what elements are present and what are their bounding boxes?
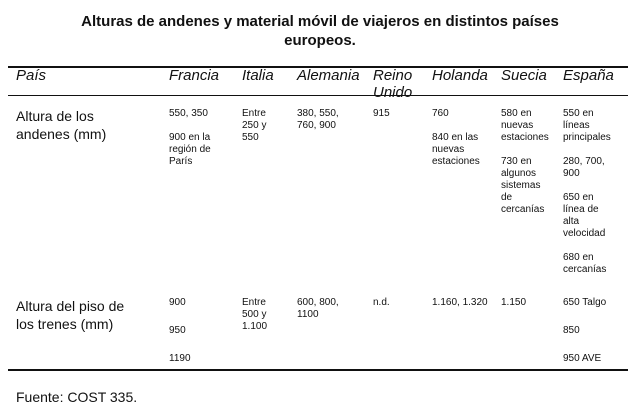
cell-line: 550 (242, 132, 259, 143)
cell-piso-suecia (501, 297, 526, 309)
cell-line: Entre (242, 108, 266, 119)
cell-line: estaciones (432, 156, 480, 167)
cell-line: 1.100 (242, 321, 268, 332)
cell-line: 380, 550, (297, 108, 339, 119)
cell-line: principales (563, 132, 611, 143)
cell-line: 900 (563, 168, 580, 179)
cell-line: 550, 350 (169, 108, 208, 119)
cell-line: 580 en (501, 108, 532, 119)
cell-andenes-alemania (297, 108, 339, 132)
cell-line: estaciones (501, 132, 549, 143)
cell-piso-holanda (432, 297, 488, 309)
header-reino-unido-line-1: Reino (373, 67, 413, 84)
cell-line: cercanías (501, 204, 545, 215)
cell-line: 650 Talgo (563, 297, 607, 308)
header-pais: País (16, 67, 47, 84)
cell-line: 850 (563, 325, 580, 336)
table-title-line-2: europeos. (284, 32, 356, 49)
cell-andenes-holanda (432, 108, 480, 168)
cell-line: velocidad (563, 228, 606, 239)
cell-line: 680 en (563, 252, 594, 263)
cell-line: 1.160, 1.320 (432, 297, 488, 308)
cell-line: 900 (169, 297, 186, 308)
header-italia: Italia (242, 67, 274, 84)
row-label-piso (16, 297, 124, 333)
header-reino-unido-line-2: Unido (373, 84, 413, 101)
cell-line: 250 y (242, 120, 267, 131)
cell-line: 1190 (169, 353, 191, 364)
header-suecia: Suecia (501, 67, 547, 84)
cell-andenes-italia (242, 108, 266, 144)
cell-andenes-reino-unido (373, 108, 390, 120)
cell-line: nuevas (501, 120, 534, 131)
header-reino-unido (373, 67, 412, 101)
cell-line: 280, 700, (563, 156, 605, 167)
source-note: Fuente: COST 335. (16, 389, 138, 405)
row-label-andenes-line-2: andenes (mm) (16, 126, 107, 142)
cell-line: alta (563, 216, 580, 227)
cell-line: 600, 800, (297, 297, 339, 308)
cell-line: 915 (373, 108, 390, 119)
cell-line: 550 en (563, 108, 594, 119)
header-francia: Francia (169, 67, 220, 84)
header-espana: España (563, 67, 614, 84)
cell-line: 950 (169, 325, 186, 336)
cell-line: línea de (563, 204, 599, 215)
header-holanda: Holanda (432, 67, 488, 84)
cell-line: algunos (501, 168, 537, 179)
row-label-andenes (16, 107, 106, 143)
table-header-rule (8, 95, 628, 96)
cell-line: 760, 900 (297, 120, 336, 131)
cell-line: cercanías (563, 264, 607, 275)
cell-piso-italia (242, 297, 267, 333)
cell-line: nuevas (432, 144, 465, 155)
cell-line: 650 en (563, 192, 594, 203)
row-label-andenes-line-1: Altura de los (16, 108, 94, 124)
cell-line: 1100 (297, 309, 319, 320)
cell-piso-reino-unido (373, 297, 390, 309)
header-alemania: Alemania (297, 67, 360, 84)
cell-line: 1.150 (501, 297, 527, 308)
cell-andenes-suecia (501, 108, 549, 216)
cell-piso-francia (169, 297, 191, 365)
cell-line: 950 AVE (563, 353, 602, 364)
row-label-piso-line-1: Altura del piso de (16, 298, 125, 314)
cell-piso-espana (563, 297, 606, 365)
cell-line: 900 en la (169, 132, 211, 143)
cell-andenes-espana (563, 108, 611, 276)
cell-line: 500 y (242, 309, 267, 320)
cell-line: de (501, 192, 513, 203)
cell-line: líneas (563, 120, 590, 131)
table-bottom-rule (8, 369, 628, 371)
cell-line: Entre (242, 297, 266, 308)
cell-line: n.d. (373, 297, 390, 308)
cell-line: sistemas (501, 180, 541, 191)
row-label-piso-line-2: los trenes (mm) (16, 316, 114, 332)
cell-line: 760 (432, 108, 449, 119)
cell-andenes-francia (169, 108, 211, 168)
cell-line: 730 en (501, 156, 532, 167)
cell-line: región de (169, 144, 211, 155)
cell-line: 840 en las (432, 132, 479, 143)
cell-line: París (169, 156, 193, 167)
table-title-line-1: Alturas de andenes y material móvil de viajeros en distintos países (81, 13, 559, 30)
cell-piso-alemania (297, 297, 339, 321)
